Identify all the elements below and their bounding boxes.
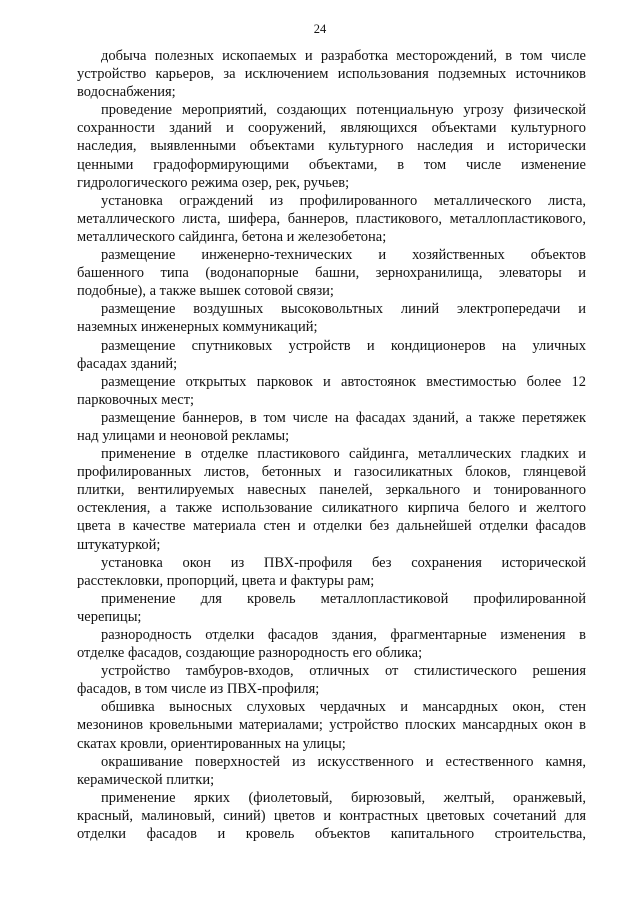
document-body [77,47,586,843]
text-line: подобные), а также вышек сотовой связи; [77,283,334,300]
text-line: размещение спутниковых устройств и кондиционеров на уличных [101,337,586,354]
text-line: устройство карьеров, за исключением использования подземных источников [77,66,586,83]
page-number: 24 [313,22,327,36]
paragraph [77,753,586,789]
text-line: проведение мероприятий, создающих потенциальную угрозу физической [101,102,586,119]
paragraph [77,246,586,300]
text-line: добыча полезных ископаемых и разработка месторождений, в том числе [101,48,586,64]
paragraph [77,101,586,191]
text-line: установка окон из ПВХ-профиля без сохранения исторической [101,554,586,571]
text-line: цвета в качестве материала стен и отделки без дальнейшей отделки фасадов [77,518,586,535]
text-line: размещение воздушных высоковольтных линий электропередачи и [101,301,586,318]
text-line: фасадах зданий; [77,355,178,372]
text-line: над улицами и неоновой рекламы; [77,427,290,444]
text-line: остекления, а также использование силикатного кирпича белого и желтого [77,500,586,517]
text-line: фасадов, в том числе из ПВХ-профиля; [77,681,320,698]
paragraph [77,409,586,445]
text-line: разнородность отделки фасадов здания, фрагментарные изменения в [101,627,586,643]
paragraph [77,192,586,246]
text-line: обшивка выносных слуховых чердачных и мансардных окон, стен [101,699,586,716]
text-line: керамической плитки; [77,771,215,788]
text-line: черепицы; [77,608,142,625]
text-line: мезонинов кровельными материалами; устройство плоских мансардных окон в [77,717,586,734]
paragraph [77,47,586,101]
text-line: штукатуркой; [77,536,161,553]
paragraph [77,337,586,373]
text-line: профилированных листов, бетонных и газосиликатных блоков, глянцевой [77,464,586,481]
text-line: металлического листа, шифера, баннеров, пластикового, металлопластикового, [77,210,586,227]
text-line: отделке фасадов, создающие разнородность его облика; [77,645,423,662]
text-line: гидрологического режима озер, рек, ручьев; [77,174,350,191]
text-line: окрашивание поверхностей из искусственного и естественного камня, [101,753,586,770]
text-line: размещение открытых парковок и автостоянок вместимостью более 12 [101,373,586,390]
text-line: красный, малиновый, синий) цветов и контрастных цветовых сочетаний для [77,807,586,824]
text-line: наземных инженерных коммуникаций; [77,319,318,336]
paragraph [77,626,586,662]
text-line: установка ограждений из профилированного металлического листа, [101,192,586,209]
text-line: расстекловки, пропорций, цвета и фактуры рам; [77,572,375,589]
text-line: парковочных мест; [77,391,195,408]
paragraph [77,789,586,843]
text-line: водоснабжения; [77,84,176,101]
text-line: устройство тамбуров-входов, отличных от стилистического решения [101,663,586,680]
text-line: применение ярких (фиолетовый, бирюзовый, желтый, оранжевый, [101,789,586,806]
paragraph [77,698,586,752]
text-line: размещение баннеров, в том числе на фасадах зданий, а также перетяжек [101,409,586,426]
paragraph [77,445,586,554]
text-line: применение для кровель металлопластиковой профилированной [101,590,586,607]
text-line: применение в отделке пластикового сайдинга, металлических гладких и [101,446,586,463]
paragraph [77,554,586,590]
paragraph [77,373,586,409]
text-line: металлического сайдинга, бетона и железобетона; [77,228,387,245]
text-line: башенного типа (водонапорные башни, зернохранилища, элеваторы и [77,265,586,282]
paragraph [77,662,586,698]
text-line: плитки, вентилируемых навесных панелей, зеркального и тонированного [77,482,586,499]
text-line: наследия, выявленными объектами культурного наследия и исторически [77,138,586,155]
text-line: отделки фасадов и кровель объектов капитального строительства, [77,826,586,843]
text-line: скатах кровли, ориентированных на улицы; [77,735,346,752]
text-line: ценными градоформирующими объектами, в том числе изменение [77,156,586,173]
paragraph [77,590,586,626]
paragraph [77,300,586,336]
text-line: размещение инженерно-технических и хозяйственных объектов [101,247,586,264]
text-line: сохранности зданий и сооружений, являющихся объектами культурного [77,120,586,137]
